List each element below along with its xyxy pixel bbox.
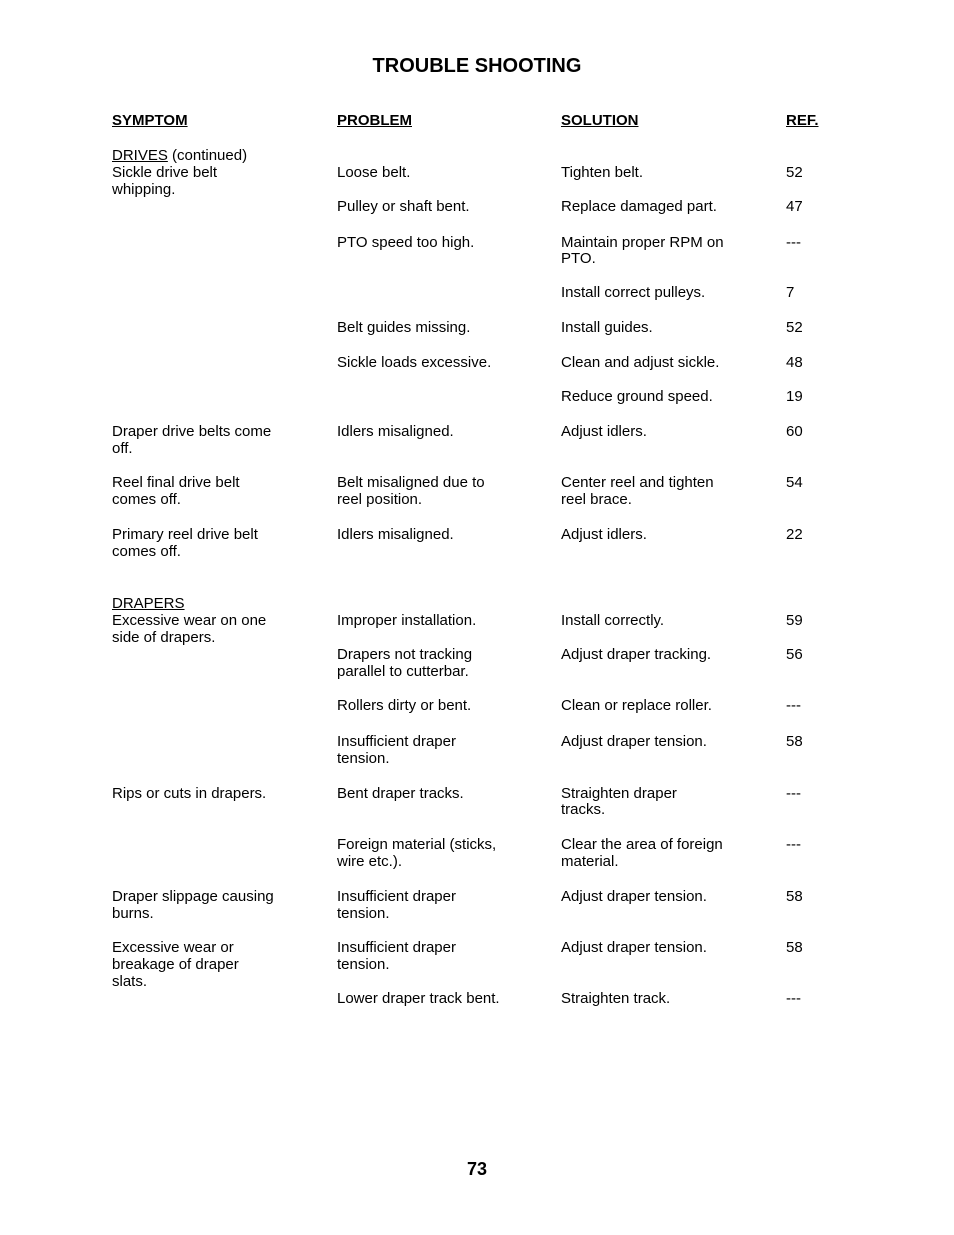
solution-text: Adjust draper tension. [561,733,707,750]
ref-value: --- [786,697,801,714]
solution-text: Reduce ground speed. [561,388,713,405]
problem-text: Idlers misaligned. [337,526,454,543]
symptom-text: Excessive wear or [112,939,234,956]
problem-text: Bent draper tracks. [337,785,464,802]
ref-value: --- [786,785,801,802]
problem-text: Insufficient draper [337,939,456,956]
ref-value: 7 [786,284,795,301]
symptom-text: Sickle drive belt [112,164,218,181]
ref-header: REF. [786,112,819,129]
problem-text: Belt misaligned due to [337,474,485,491]
ref-value: 59 [786,612,803,629]
solution-text: Tighten belt. [561,164,643,181]
page-title: TROUBLE SHOOTING [372,55,582,77]
symptom-text: Primary reel drive belt [112,526,258,543]
symptom-text: Reel final drive belt [112,474,240,491]
ref-value: 56 [786,646,803,663]
solution-text: Clean and adjust sickle. [561,354,720,371]
symptom-header: SYMPTOM [112,112,188,129]
problem-text: tension. [337,956,390,973]
section-heading-drives [112,147,247,164]
symptom-text: whipping. [112,181,176,198]
drives-suffix: (continued) [167,147,248,164]
ref-value: 60 [786,423,803,440]
problem-text: Improper installation. [337,612,477,629]
ref-value: 58 [786,888,803,905]
solution-text: tracks. [561,801,606,818]
ref-value: 22 [786,526,803,543]
symptom-text: breakage of draper [112,956,239,973]
symptom-text: Excessive wear on one [112,612,267,629]
problem-text: Belt guides missing. [337,319,471,336]
symptom-text: Rips or cuts in drapers. [112,785,267,802]
problem-text: Sickle loads excessive. [337,354,492,371]
solution-text: Replace damaged part. [561,198,717,215]
solution-text: Straighten track. [561,990,671,1007]
ref-value: 52 [786,319,803,336]
solution-text: Center reel and tighten [561,474,714,491]
ref-value: 48 [786,354,803,371]
section-heading-drapers: DRAPERS [112,595,185,612]
problem-text: Pulley or shaft bent. [337,198,470,215]
symptom-text: Draper slippage causing [112,888,274,905]
problem-text: Insufficient draper [337,733,456,750]
solution-text: Clear the area of foreign [561,836,723,853]
problem-text: Lower draper track bent. [337,990,500,1007]
ref-value: --- [786,990,801,1007]
ref-value: 19 [786,388,803,405]
solution-text: reel brace. [561,491,632,508]
solution-text: Clean or replace roller. [561,697,712,714]
ref-value: --- [786,234,801,251]
problem-text: reel position. [337,491,423,508]
solution-text: PTO. [561,250,596,267]
problem-text: PTO speed too high. [337,234,475,251]
problem-text: tension. [337,905,390,922]
solution-text: Maintain proper RPM on [561,234,724,251]
problem-text: Idlers misaligned. [337,423,454,440]
ref-value: 58 [786,733,803,750]
symptom-text: off. [112,440,133,457]
problem-text: Insufficient draper [337,888,456,905]
solution-text: material. [561,853,619,870]
symptom-text: comes off. [112,491,181,508]
symptom-text: Draper drive belts come [112,423,272,440]
symptom-text: side of drapers. [112,629,216,646]
ref-value: 52 [786,164,803,181]
solution-text: Adjust idlers. [561,423,647,440]
ref-value: 54 [786,474,803,491]
drives-label: DRIVES [112,147,168,164]
solution-text: Adjust draper tracking. [561,646,712,663]
symptom-text: comes off. [112,543,181,560]
solution-text: Install correctly. [561,612,665,629]
problem-header: PROBLEM [337,112,412,129]
problem-text: Foreign material (sticks, [337,836,497,853]
page-number: 73 [466,1159,488,1179]
ref-value: 58 [786,939,803,956]
problem-text: Rollers dirty or bent. [337,697,472,714]
problem-text: wire etc.). [337,853,403,870]
solution-text: Adjust draper tension. [561,939,707,956]
solution-text: Adjust idlers. [561,526,647,543]
solution-text: Install guides. [561,319,653,336]
ref-value: 47 [786,198,803,215]
problem-text: parallel to cutterbar. [337,663,469,680]
solution-text: Adjust draper tension. [561,888,707,905]
problem-text: Loose belt. [337,164,411,181]
problem-text: Drapers not tracking [337,646,473,663]
solution-text: Install correct pulleys. [561,284,706,301]
ref-value: --- [786,836,801,853]
symptom-text: burns. [112,905,154,922]
problem-text: tension. [337,750,390,767]
symptom-text: slats. [112,973,148,990]
solution-header: SOLUTION [561,112,639,129]
solution-text: Straighten draper [561,785,677,802]
